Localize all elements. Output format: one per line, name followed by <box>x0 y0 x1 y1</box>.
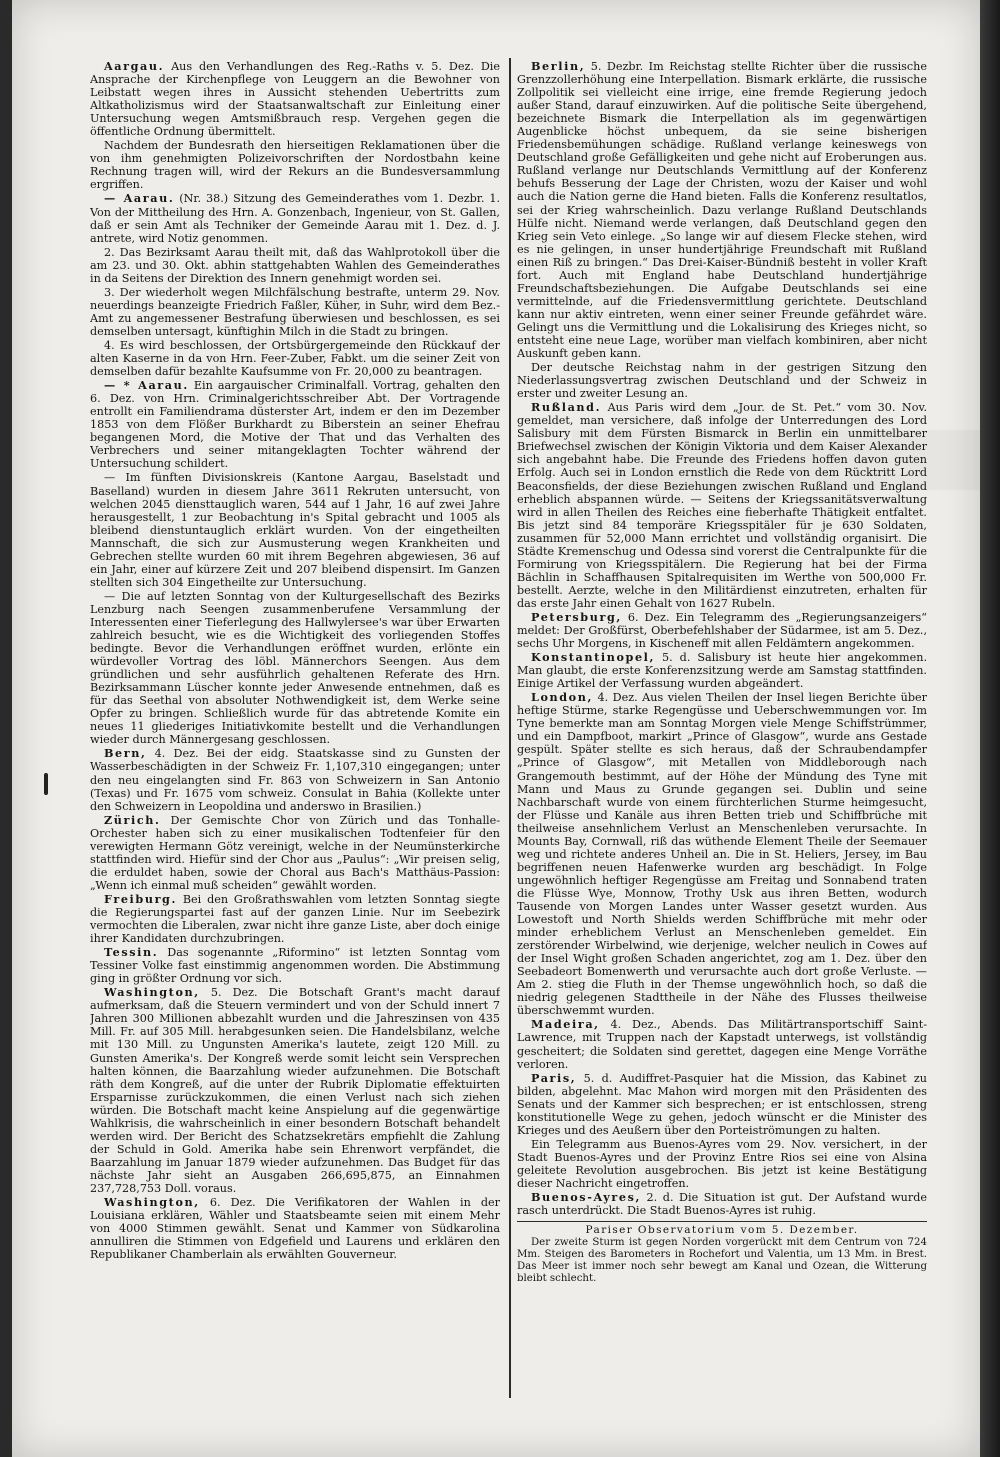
margin-mark <box>44 773 48 795</box>
article-text: 6. Dez. Ein Telegramm des „Regierungsanzeigers“ meldet: Der Großfürst, Oberbefehlshaber der Südarmee, ist am 5. Dez., sechs Uhr Morgens, in Kischeneff mit allen Feldämtern angekommen. <box>517 610 927 651</box>
article-text: Ein aargauischer Criminalfall. Vortrag, gehalten den 6. Dez. von Hrn. Criminalgerichtsschreiber Abt. Der Vortragende entrollt ein Familiendrama düsterster Art, indem er den im Dezember 1853 von dem Flößer Burkhardt zu Biberstein an seiner Ehefrau begangenen Mord, die Motive der That und das Verhalten des Verbrechers und seiner mitangeklagten Tochter während der Untersuchung schildert. <box>90 379 500 471</box>
column-divider <box>509 58 511 1398</box>
article-text: 5. d. Salisbury ist heute hier angekommen. Man glaubt, die erste Konferenzsitzung werde am Samstag stattfinden. Einige Artikel der Verfassung wurden abgeändert. <box>517 651 927 691</box>
article-text: — Im fünften Divisionskreis (Kantone Aargau, Baselstadt und Baselland) wurden in diesem Jahre 3611 Rekruten untersucht, von welchen 2045 diensttauglich waren, 544 auf 1 Jahr, 16 auf zwei Jahre herausgestellt, 1 zur Beobachtung in's Spital gebracht und 1005 als bleibend dienstuntauglich erklärt wurden. Von der eingetheilten Mannschaft, die sich zur Ausmusterung wegen Krankheiten und Gebrechen stellte wurden 60 mit ihrem Begehren abgewiesen, 36 auf ein Jahr, einer auf kürzere Zeit und 207 bleibend dispensirt. Im Ganzen stellten sich 304 Eingetheilte zur Untersuchung. <box>90 471 500 589</box>
dateline: — Aarau. <box>104 191 175 206</box>
article-text: Das sogenannte „Riformino“ ist letzten Sonntag vom Tessiner Volke fast einstimmig angenommen worden. Die Abstimmung ging in größter Ordnung vor sich. <box>90 946 500 986</box>
article-text: 5. Dez. Die Botschaft Grant's macht darauf aufmerksam, daß die Steuern vermindert und von der Schuld innert 7 Jahren 300 Millionen abbezahlt wurden und die Jahreszinsen von 435 Mill. Fr. auf 305 Mill. herabgesunken seien. Die Handelsbilanz, welche mit 130 Mill. zu Ungunsten Amerika's lautete, zeigt 120 Mill. zu Gunsten Amerika's. Der Kongreß werde somit leicht sein Versprechen halten können, die Baarzahlung wieder aufzunehmen. Die Botschaft räth dem Kongreß, auf die unter der Rubrik Diplomatie effektuirten Ersparnisse zurückzukommen, die einen Verlust nach sich ziehen würden. Die Botschaft macht keine Anspielung auf die gegenwärtige Wahlkrisis, die wahrscheinlich in einer besondern Botschaft behandelt werden wird. Der Bericht des Schatzsekretärs empfiehlt die Zahlung der Schuld in Gold. Amerika habe sein Ehrenwort verpfändet, die Baarzahlung im Januar 1879 wieder aufzunehmen. Das Budget für das nächste Jahr sieht an Ausgaben 266,695,875, an Einnahmen 237,728,753 Doll. voraus. <box>90 986 500 1195</box>
article-paragraph <box>517 691 927 1017</box>
article-paragraph <box>90 946 500 985</box>
article-paragraph <box>90 286 500 338</box>
dateline: Madeira, <box>531 1017 600 1032</box>
article-paragraph <box>517 611 927 650</box>
dateline: Konstantinopel, <box>531 650 656 665</box>
article-paragraph <box>90 246 500 285</box>
dateline: Petersburg, <box>531 609 622 624</box>
scan-edge <box>980 0 1000 1457</box>
article-text: 4. Es wird beschlossen, der Ortsbürgergemeinde den Rückkauf der alten Kaserne in da von Hrn. Feer-Zuber, Fabkt. um die seiner Zeit von demselben dafür bezahlte Kaufsumme von Fr. 20,000 zu beantragen. <box>90 338 500 379</box>
article-text: Aus Paris wird dem „Jour. de St. Pet.“ vom 30. Nov. gemeldet, man versichere, daß infolge der Unterredungen des Lord Salisbury mit dem Fürsten Bismarck in Berlin ein unmittelbarer Briefwechsel zwischen der Königin Viktoria und dem Kaiser Alexander sich angebahnt habe. Die Freunde des Friedens hoffen davon guten Erfolg. Auch sei in London ernstlich die Rede von dem Rücktritt Lord Beaconsfields, der diese Beziehungen zwischen Rußland und England erheblich abspannen würde. — Seitens der Kriegssanitätsverwaltung wird in allen Theilen des Reiches eine fieberhafte Thätigkeit entfaltet. Bis jetzt sind 84 temporäre Kriegsspitäler für je 630 Soldaten, zusammen für 52,000 Mann errichtet und vollständig organisirt. Die Städte Kremenschug und Odessa sind vorerst die Centralpunkte für die Formirung von Kriegsspitälern. Die Regierung hat bei der Firma Bächlin in Schaffhausen Spitalrequisiten im Werthe von 500,000 Fr. bestellt. Aerzte, welche in den Militärdienst einzutreten, erhalten für das erste Jahr einen Gehalt von 1627 Rubeln. <box>517 401 927 610</box>
dateline: Bern, <box>104 746 147 761</box>
right-column <box>517 60 927 1400</box>
dateline: Zürich. <box>104 812 161 827</box>
article-text: 2. Das Bezirksamt Aarau theilt mit, daß das Wahlprotokoll über die am 23. und 30. Okt. abhin stattgehabten Wahlen des Gemeinderathes in da Seitens der Direktion des Innern genehmigt worden sei. <box>90 245 500 285</box>
article-paragraph <box>517 1018 927 1070</box>
article-paragraph <box>517 1191 927 1217</box>
observatory-title: Pariser Observatorium vom 5. Dezember. <box>517 1221 927 1237</box>
article-paragraph <box>90 139 500 191</box>
article-paragraph <box>90 60 500 138</box>
newspaper-page <box>12 0 980 1457</box>
article-paragraph <box>517 361 927 400</box>
dateline: Aargau. <box>104 60 165 73</box>
article-paragraph <box>90 747 500 812</box>
dateline: Tessin. <box>104 945 159 960</box>
article-paragraph <box>517 60 927 360</box>
article-text: Bei den Großrathswahlen vom letzten Sonntag siegte die Regierungspartei fast auf der ganzen Linie. Nur im Seebezirk vermochten die Liberalen, zwar nicht ihre ganze Liste, aber doch einige ihrer Kandidaten durchzubringen. <box>90 892 500 946</box>
article-text: 4. Dez. Aus vielen Theilen der Insel liegen Berichte über heftige Stürme, starke Regengüsse und Ueberschwemmungen vor. Im Tyne bemerkte man am Sonntag Morgen viele Menge Schiffstrümmer, und ein Dampfboot, markirt „Prince of Glasgow“, wurde ans Gestade gespült. Später stellte es sich heraus, daß der Schraubendampfer „Prince of Glasgow“, mit Metallen von Middleborough nach Grangemouth bestimmt, auf der Höhe der Mündung des Tyne mit Mann und Maus zu Grunde gegangen sei. Dublin und seine Nachbarschaft wurde von einem fürchterlichen Sturme heimgesucht, der Flüsse und Kanäle aus ihren Betten trieb und Schiffbrüche mit theilweise ansehnlichem Verlust an Menschenleben verursachte. In Mounts Bay, Cornwall, riß das wüthende Element Theile der Seemauer weg und richtete anderes Unheil an. Die in St. Heliers, Jersey, im Bau begriffenen neuen Hafenwerke wurden arg beschädigt. In Folge ungewöhnlich heftiger Regengüsse am Freitag und Sonnabend traten die Flüsse Wye, Monnow, Trothy Usk aus ihren Betten, wodurch Tausende von Morgen Landes unter Wasser gesetzt wurden. Aus Lowestoft und North Shields werden Schiffbrüche mit mehr oder minder erheblichem Verlust an Menschenleben gemeldet. Ein zerstörender Wirbelwind, wie derjenige, welcher neulich in Cowes auf der Insel Wight großen Schaden angerichtet, zog am 1. Dez. über den Seebadeort Bomenwerth und verursachte auch dort große Verluste. — Am 2. stieg die Fluth in der Themse ungewöhnlich hoch, so daß die niedrig gelegenen Stadttheile in der Nähe des Flusses theilweise überschwemmt wurden. <box>517 691 927 1018</box>
article-paragraph <box>517 1138 927 1190</box>
article-text: 5. Dezbr. Im Reichstag stellte Richter über die russische Grenzzollerhöhung eine Interpellation. Bismark erklärte, die russische Zollpolitik sei vielleicht eine irrige, eine fremde Regierung jedoch außer Stand, darauf einzuwirken. Auf die politische Seite übergehend, bezeichnete Bismark die Interpellation als im gegenwärtigen Augenblicke höchst unbequem, da sie seine bisherigen Friedensbemühungen schädige. Rußland verlange keineswegs von Deutschland große Gefälligkeiten und gehe nicht auf Eroberungen aus. Rußland verlange nur Deutschlands Vermittlung auf der Konferenz behufs Besserung der Lage der Christen, wozu der Kaiser und wohl auch die Nation gerne die Hand bieten. Falls die Konferenz resultatlos, sei der Krieg wahrscheinlich. Dazu verlange Rußland Deutschlands Hülfe nicht. Niemand werde verlangen, daß Deutschland gegen den Krieg sein Veto einlege. „So lange wir auf diesem Flecke stehen, wird es nie gelingen, in unser hundertjährige Freundschaft mit Rußland einen Riß zu bringen.“ Das Drei-Kaiser-Bündniß besteht in voller Kraft fort. Auch mit England habe Deutschland hundertjährige Freundschaftsbeziehungen. Die Aufgabe Deutschlands sei eine vermittelnde, auf die Friedensvermittlung gerichtete. Deutschland kann nur aktiv eintreten, wenn einer seiner Freunde gefährdet wäre. Gelingt uns die Vermittlung und die Lokalisirung des Krieges nicht, so entsteht eine neue Lage, worüber man vielfach kombiniren, aber nicht Auskunft geben kann. <box>517 60 927 361</box>
article-text: 4. Dez., Abends. Das Militärtransportschiff Saint-Lawrence, mit Truppen nach der Kapstadt unterwegs, ist vollständig gescheitert; die Soldaten sind gerettet, dagegen eine Menge Vorräthe verloren. <box>517 1018 927 1071</box>
article-text: Aus den Verhandlungen des Reg.-Raths v. 5. Dez. Die Ansprache der Kirchenpflege von Leuggern an die Bewohner von Leibstatt wegen ihres in Aussicht stehenden Uebertritts zum Altkatholizismus wird der Staatsanwaltschaft zur Einleitung einer Untersuchung wegen Amtsmißbrauch resp. Vergehen gegen die öffentliche Ordnung übermittelt. <box>90 60 500 139</box>
article-text: 5. d. Audiffret-Pasquier hat die Mission, das Kabinet zu bilden, abgelehnt. Mac Mahon wird morgen mit den Präsidenten des Senats und der Kammer sich besprechen; er ist entschlossen, streng konstitutionelle Wege zu gehen, jedoch wünscht er die Minister des Krieges und des Aeußern über den Porteiströmungen zu halten. <box>517 1071 927 1137</box>
article-paragraph <box>517 401 927 610</box>
article-paragraph <box>90 986 500 1195</box>
article-paragraph <box>90 379 500 470</box>
article-text: (Nr. 38.) Sitzung des Gemeinderathes vom 1. Dezbr. 1. Von der Mittheilung des Hrn. A. Gonzenbach, Ingenieur, von St. Gallen, daß er sein Amt als Techniker der Gemeinde Aarau mit 1. Dez. d. J. antrete, wird Notiz genommen. <box>90 192 500 245</box>
article-paragraph <box>90 893 500 945</box>
dateline: Rußland. <box>531 400 602 415</box>
article-text: Der deutsche Reichstag nahm in der gestrigen Sitzung den Niederlassungsvertrag zwischen Deutschland und der Schweiz in erster und zweiter Lesung an. <box>517 361 927 401</box>
article-text: Ein Telegramm aus Buenos-Ayres vom 29. Nov. versichert, in der Stadt Buenos-Ayres und der Provinz Entre Rios sei eine von Alsina geleitete Revolution ausgebrochen. Bis jetzt ist keine Bestätigung dieser Nachricht eingetroffen. <box>517 1137 927 1190</box>
article-text: Nachdem der Bundesrath den hierseitigen Reklamationen über die von ihm genehmigten Polizeivorschriften der Nordostbahn keine Rechnung tragen will, wird der Rekurs an die Bundesversammlung ergriffen. <box>90 139 500 192</box>
article-text: 2. d. Die Situation ist gut. Der Aufstand wurde rasch unterdrückt. Die Stadt Buenos-Ayres ist ruhig. <box>517 1191 927 1218</box>
dateline: Freiburg. <box>104 891 177 906</box>
article-paragraph <box>90 814 500 892</box>
article-text: 3. Der wiederholt wegen Milchfälschung bestrafte, unterm 29. Nov. neuerdings beanzeigte Friedrich Faßler, Küher, in Suhr, wird dem Bez.-Amt zu angemessener Bestrafung überwiesen und beschlossen, es sei demselben untersagt, künftighin Milch in die Stadt zu bringen. <box>90 285 500 338</box>
article-text: 4. Dez. Bei der eidg. Staatskasse sind zu Gunsten der Wasserbeschädigten in der Schweiz Fr. 1,107,310 eingegangen; unter den neu eingelangten sind Fr. 863 von Schweizern in San Antonio (Texas) und Fr. 1675 vom schweiz. Consulat in Bahia (Kollekte unter den Schweizern in Leopoldina und anderswo in Brasilien.) <box>90 747 500 813</box>
article-paragraph <box>90 471 500 588</box>
article-text: — Die auf letzten Sonntag von der Kulturgesellschaft des Bezirks Lenzburg nach Seengen zusammenberufene Versammlung der Interessenten einer Tieferlegung des Hallwylersee's war über Erwarten zahlreich besucht, wie es die Wichtigkeit des vorliegenden Stoffes bedingte. Bevor die Verhandlungen eröffnet wurden, erlönte ein würdevoller Vortrag des löbl. Männerchors Seengen. Aus dem gründlichen und sehr ausführlich gehaltenen Referate des Hrn. Bezirksammann Lüscher konnte jeder Anwesende entnehmen, daß es für das Seethal von absoluter Nothwendigkeit ist, dem Werke seine Opfer zu bringen. Schließlich wurde für das abtretende Komite ein neues 11 gliederiges Initiativkomite bestellt und die Verhandlungen wieder durch Männergesang geschlossen. <box>90 589 500 747</box>
article-paragraph <box>90 1196 500 1261</box>
dateline: Washington, <box>104 985 200 1000</box>
observatory-text: Der zweite Sturm ist gegen Norden vorgerückt mit dem Centrum von 724 Mm. Steigen des Barometers in Rochefort und Valentia, um 13 Mm. in Brest. Das Meer ist immer noch sehr bewegt am Kanal und Ozean, die Witterung bleibt schlecht. <box>517 1237 927 1285</box>
right-articles <box>517 60 927 1217</box>
dateline: Berlin, <box>531 60 586 73</box>
article-paragraph <box>517 651 927 690</box>
article-text: Der Gemischte Chor von Zürich und das Tonhalle-Orchester haben sich zu einer musikalischen Todtenfeier für den verewigten Hermann Götz vereinigt, welche in der Neumünsterkirche stattfinden wird. Hiefür sind der Chor aus „Paulus“: „Wir preisen selig, die erduldet haben, sowie der Choral aus Bach's Matthäus-Passion: „Wenn ich einmal muß scheiden“ gewählt worden. <box>90 813 500 892</box>
article-paragraph <box>90 192 500 244</box>
dateline: Washington, <box>104 1195 200 1210</box>
article-text: 6. Dez. Die Verifikatoren der Wahlen in der Louisiana erklären, Wähler und Staatsbeamte seien mit einem Mehr von 4000 Stimmen gewählt. Senat und Kammer von Südkarolina annulliren die Stimmen von Edgefield und Laurens und erklären den Republikaner Chamberlain als erwählten Gouverneur. <box>90 1196 500 1262</box>
dateline: — * Aarau. <box>104 378 189 393</box>
article-paragraph <box>90 339 500 378</box>
article-paragraph <box>90 590 500 747</box>
dateline: Buenos-Ayres, <box>531 1190 641 1205</box>
dateline: Paris, <box>531 1070 577 1085</box>
left-column <box>90 60 500 1400</box>
dateline: London, <box>531 690 593 705</box>
article-paragraph <box>517 1072 927 1137</box>
